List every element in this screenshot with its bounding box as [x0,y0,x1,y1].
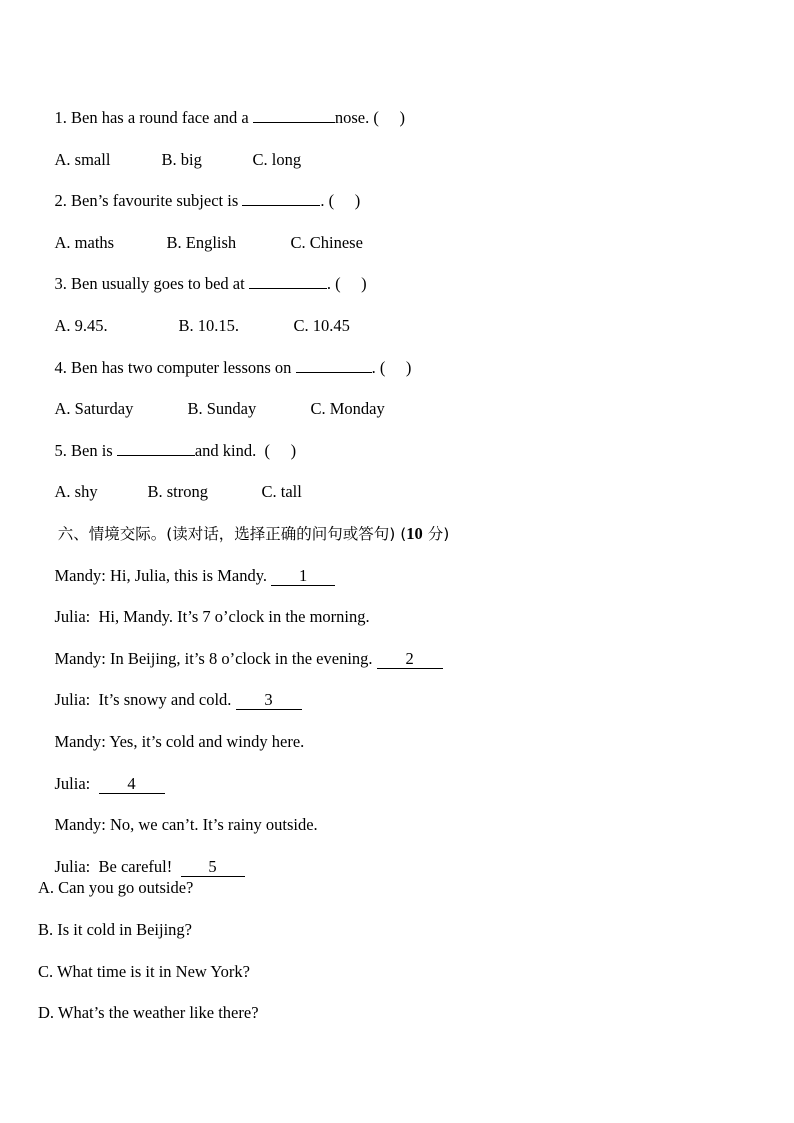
question-3-end: . ( ) [326,274,367,293]
dialogue-blank-4[interactable]: 4 [99,775,165,794]
choice-b[interactable]: B. Is it cold in Beijing? [38,920,192,939]
option-b[interactable]: B. big [161,150,202,169]
dialogue-text: Mandy: Yes, it’s cold and windy here. [54,732,305,751]
question-2-text: 2. Ben’s favourite subject is [54,191,243,210]
question-1-text: 1. Ben has a round face and a [54,108,253,127]
option-a[interactable]: A. shy [54,482,98,501]
option-b[interactable]: B. strong [147,482,209,501]
dialogue-text: Mandy: In Beijing, it’s 8 o’clock in the evening. [54,649,377,668]
dialogue-text: Julia: Hi, Mandy. It’s 7 o’clock in the morning. [54,607,370,626]
question-4-text: 4. Ben has two computer lessons on [54,358,296,377]
dialogue-text: Mandy: No, we can’t. It’s rainy outside. [54,815,318,834]
question-1-end: nose. ( ) [334,108,405,127]
option-a[interactable]: A. 9.45. [54,316,108,335]
dialogue-blank-3[interactable]: 3 [236,691,302,710]
question-1-blank[interactable] [253,108,335,123]
question-5-blank[interactable] [117,441,195,456]
choice-d[interactable]: D. What’s the weather like there? [38,1003,259,1022]
dialogue-text: Julia: It’s snowy and cold. [54,690,236,709]
dialogue-blank-1[interactable]: 1 [271,567,335,586]
dialogue-text: Mandy: Hi, Julia, this is Mandy. [54,566,272,585]
dialogue-text: Julia: [54,774,99,793]
dialogue-blank-5[interactable]: 5 [181,858,245,877]
option-a[interactable]: A. small [54,150,111,169]
option-a[interactable]: A. Saturday [54,399,134,418]
question-5-end: and kind. ( ) [194,441,297,460]
question-5-text: 5. Ben is [54,441,117,460]
choice-c[interactable]: C. What time is it in New York? [38,962,250,981]
dialogue-text: Julia: Be careful! [54,857,181,876]
question-3-text: 3. Ben usually goes to bed at [54,274,249,293]
section-score: 10 [406,524,423,543]
option-c[interactable]: C. 10.45 [293,316,350,335]
dialogue-blank-2[interactable]: 2 [377,650,443,669]
question-4-end: . ( ) [371,358,412,377]
option-b[interactable]: B. English [166,233,237,252]
question-3-blank[interactable] [249,274,327,289]
option-c[interactable]: C. tall [261,482,302,501]
option-b[interactable]: B. 10.15. [178,316,240,335]
question-4-blank[interactable] [296,358,372,373]
option-a[interactable]: A. maths [54,233,115,252]
question-2-end: . ( ) [320,191,361,210]
option-c[interactable]: C. Monday [310,399,385,418]
section-title: 六、情境交际。(读对话，选择正确的问句或答句) ( [57,525,407,543]
option-c[interactable]: C. Chinese [290,233,363,252]
choice-a[interactable]: A. Can you go outside? [38,878,194,897]
section-unit: 分) [422,525,450,543]
option-b[interactable]: B. Sunday [187,399,257,418]
question-2-blank[interactable] [242,191,320,206]
option-c[interactable]: C. long [252,150,302,169]
